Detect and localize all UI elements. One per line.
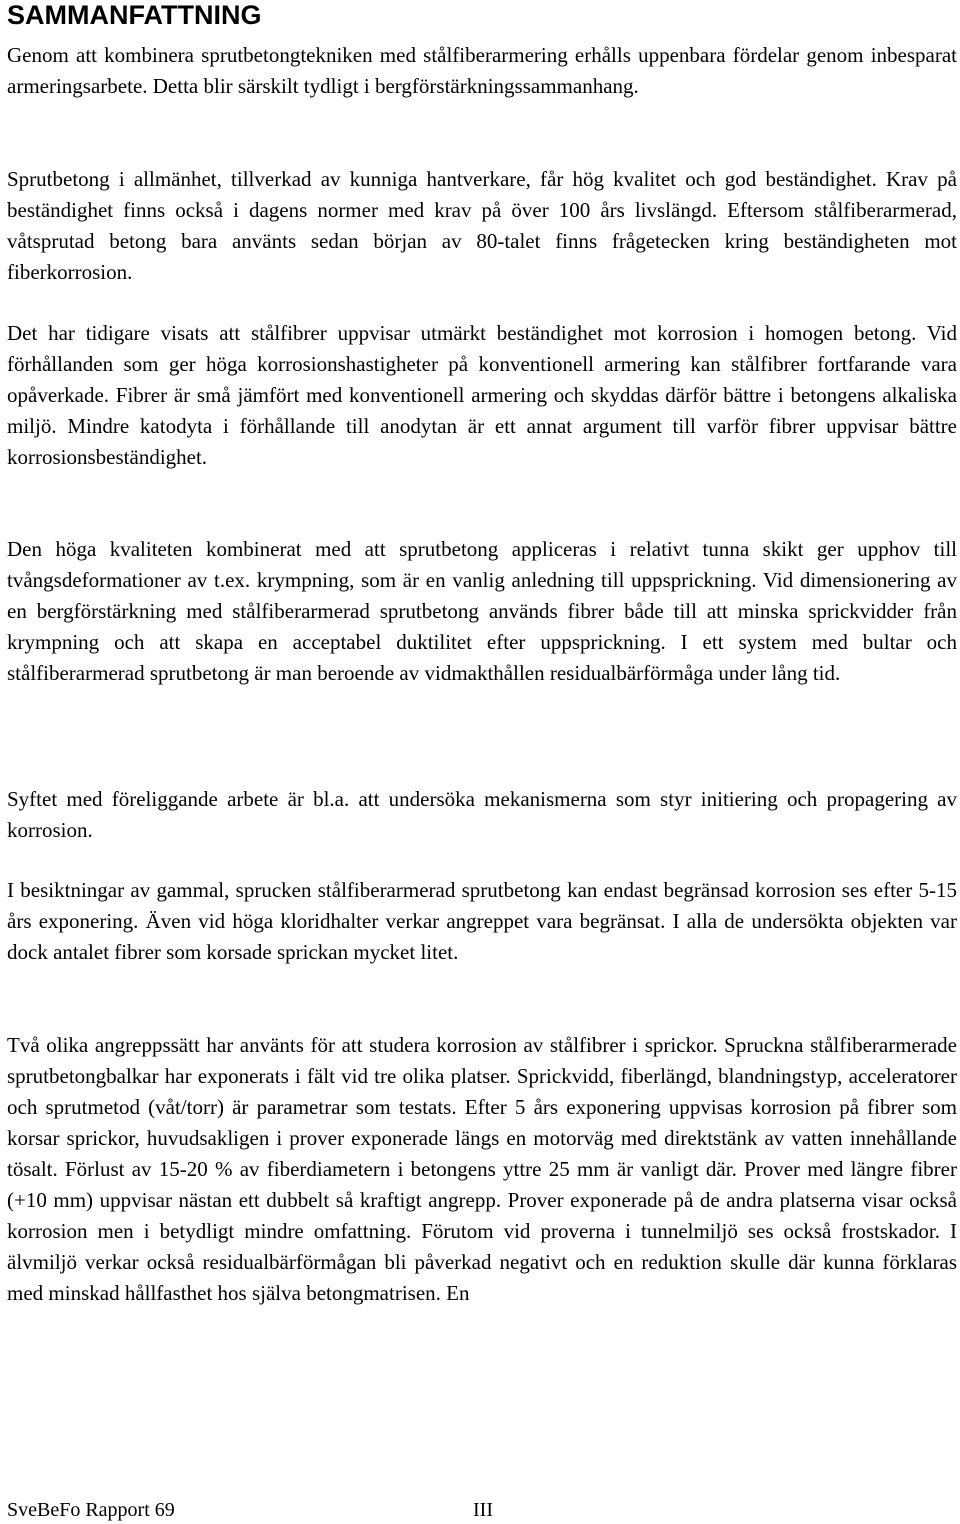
- paragraph-durability: Sprutbetong i allmänhet, tillverkad av kunniga hantverkare, får hög kvalitet och god beständighet. Krav på beständighet finns också i dagens normer med krav på över 100 års livslängd. Eftersom stålfiberarmerad, våtsprutad betong bara använts sedan början av 80-talet finns frågetecken kring beständigheten mot fiberkorrosion.: [7, 167, 957, 284]
- page-number: III: [473, 1499, 493, 1521]
- section-title: SAMMANFATTNING: [7, 0, 262, 30]
- report-name: SveBeFo Rapport 69: [7, 1499, 175, 1521]
- paragraph-corrosion-resistance: Det har tidigare visats att stålfibrer uppvisar utmärkt beständighet mot korrosion i homogen betong. Vid förhållanden som ger höga korrosionshastigheter på konventionell armering kan stålfibrer fortfarande vara opåverkade. Fibrer är små jämfört med konventionell armering och skyddas därför bättre i betongens alkaliska miljö. Mindre katodyta i förhållande till anodytan är ett annat argument till varför fibrer uppvisar bättre korrosionsbeständighet.: [7, 321, 957, 469]
- paragraph-purpose: Syftet med föreliggande arbete är bl.a. att undersöka mekanismerna som styr initiering och propagering av korrosion.: [7, 787, 957, 842]
- document-page: [7, 0, 957, 1524]
- paragraph-field-exposure: Två olika angreppssätt har använts för att studera korrosion av stålfibrer i sprickor. Spruckna stålfiberarmerade sprutbetongbalkar har exponerats i fält vid tre olika platser. Sprickvidd, fiberlängd, blandningstyp, acceleratorer och sprutmetod (våt/torr) är parametrar som testats. Efter 5 års exponering uppvisas korrosion på fibrer som korsar sprickor, huvudsakligen i prover exponerade längs en motorväg med direktstänk av vatten innehållande tösalt. Förlust av 15-20 % av fiberdiametern i betongens yttre 25 mm är vanligt där. Prover med längre fibrer (+10 mm) uppvisar nästan ett dubbelt så kraftigt angrepp. Prover exponerade på de andra platserna visar också korrosion men i betydligt mindre omfattning. Förutom vid proverna i tunnelmiljö ses också frostskador. I älvmiljö verkar också residualbärförmågan bli påverkad negativt och en reduktion skulle där kunna förklaras med minskad hållfasthet hos själva betongmatrisen. En: [7, 1033, 957, 1305]
- paragraph-crack-formation: Den höga kvaliteten kombinerat med att sprutbetong appliceras i relativt tunna skikt ger upphov till tvångsdeformationer av t.ex. krympning, som är en vanlig anledning till uppsprickning. Vid dimensionering av en bergförstärkning med stålfiberarmerad sprutbetong används fibrer både till att minska sprickvidder från krympning och att skapa en acceptabel duktilitet efter uppsprickning. I ett system med bultar och stålfiberarmerad sprutbetong är man beroende av vidmakthållen residualbärförmåga under lång tid.: [7, 537, 957, 685]
- paragraph-intro: Genom att kombinera sprutbetongtekniken med stålfiberarmering erhålls uppenbara fördelar genom inbesparat armeringsarbete. Detta blir särskilt tydligt i bergförstärkningssammanhang.: [7, 43, 957, 98]
- paragraph-inspections: I besiktningar av gammal, sprucken stålfiberarmerad sprutbetong kan endast begränsad korrosion ses efter 5-15 års exponering. Även vid höga kloridhalter verkar angreppet vara begränsat. I alla de undersökta objekten var dock antalet fibrer som korsade sprickan mycket litet.: [7, 878, 957, 964]
- page-footer: [7, 1497, 957, 1523]
